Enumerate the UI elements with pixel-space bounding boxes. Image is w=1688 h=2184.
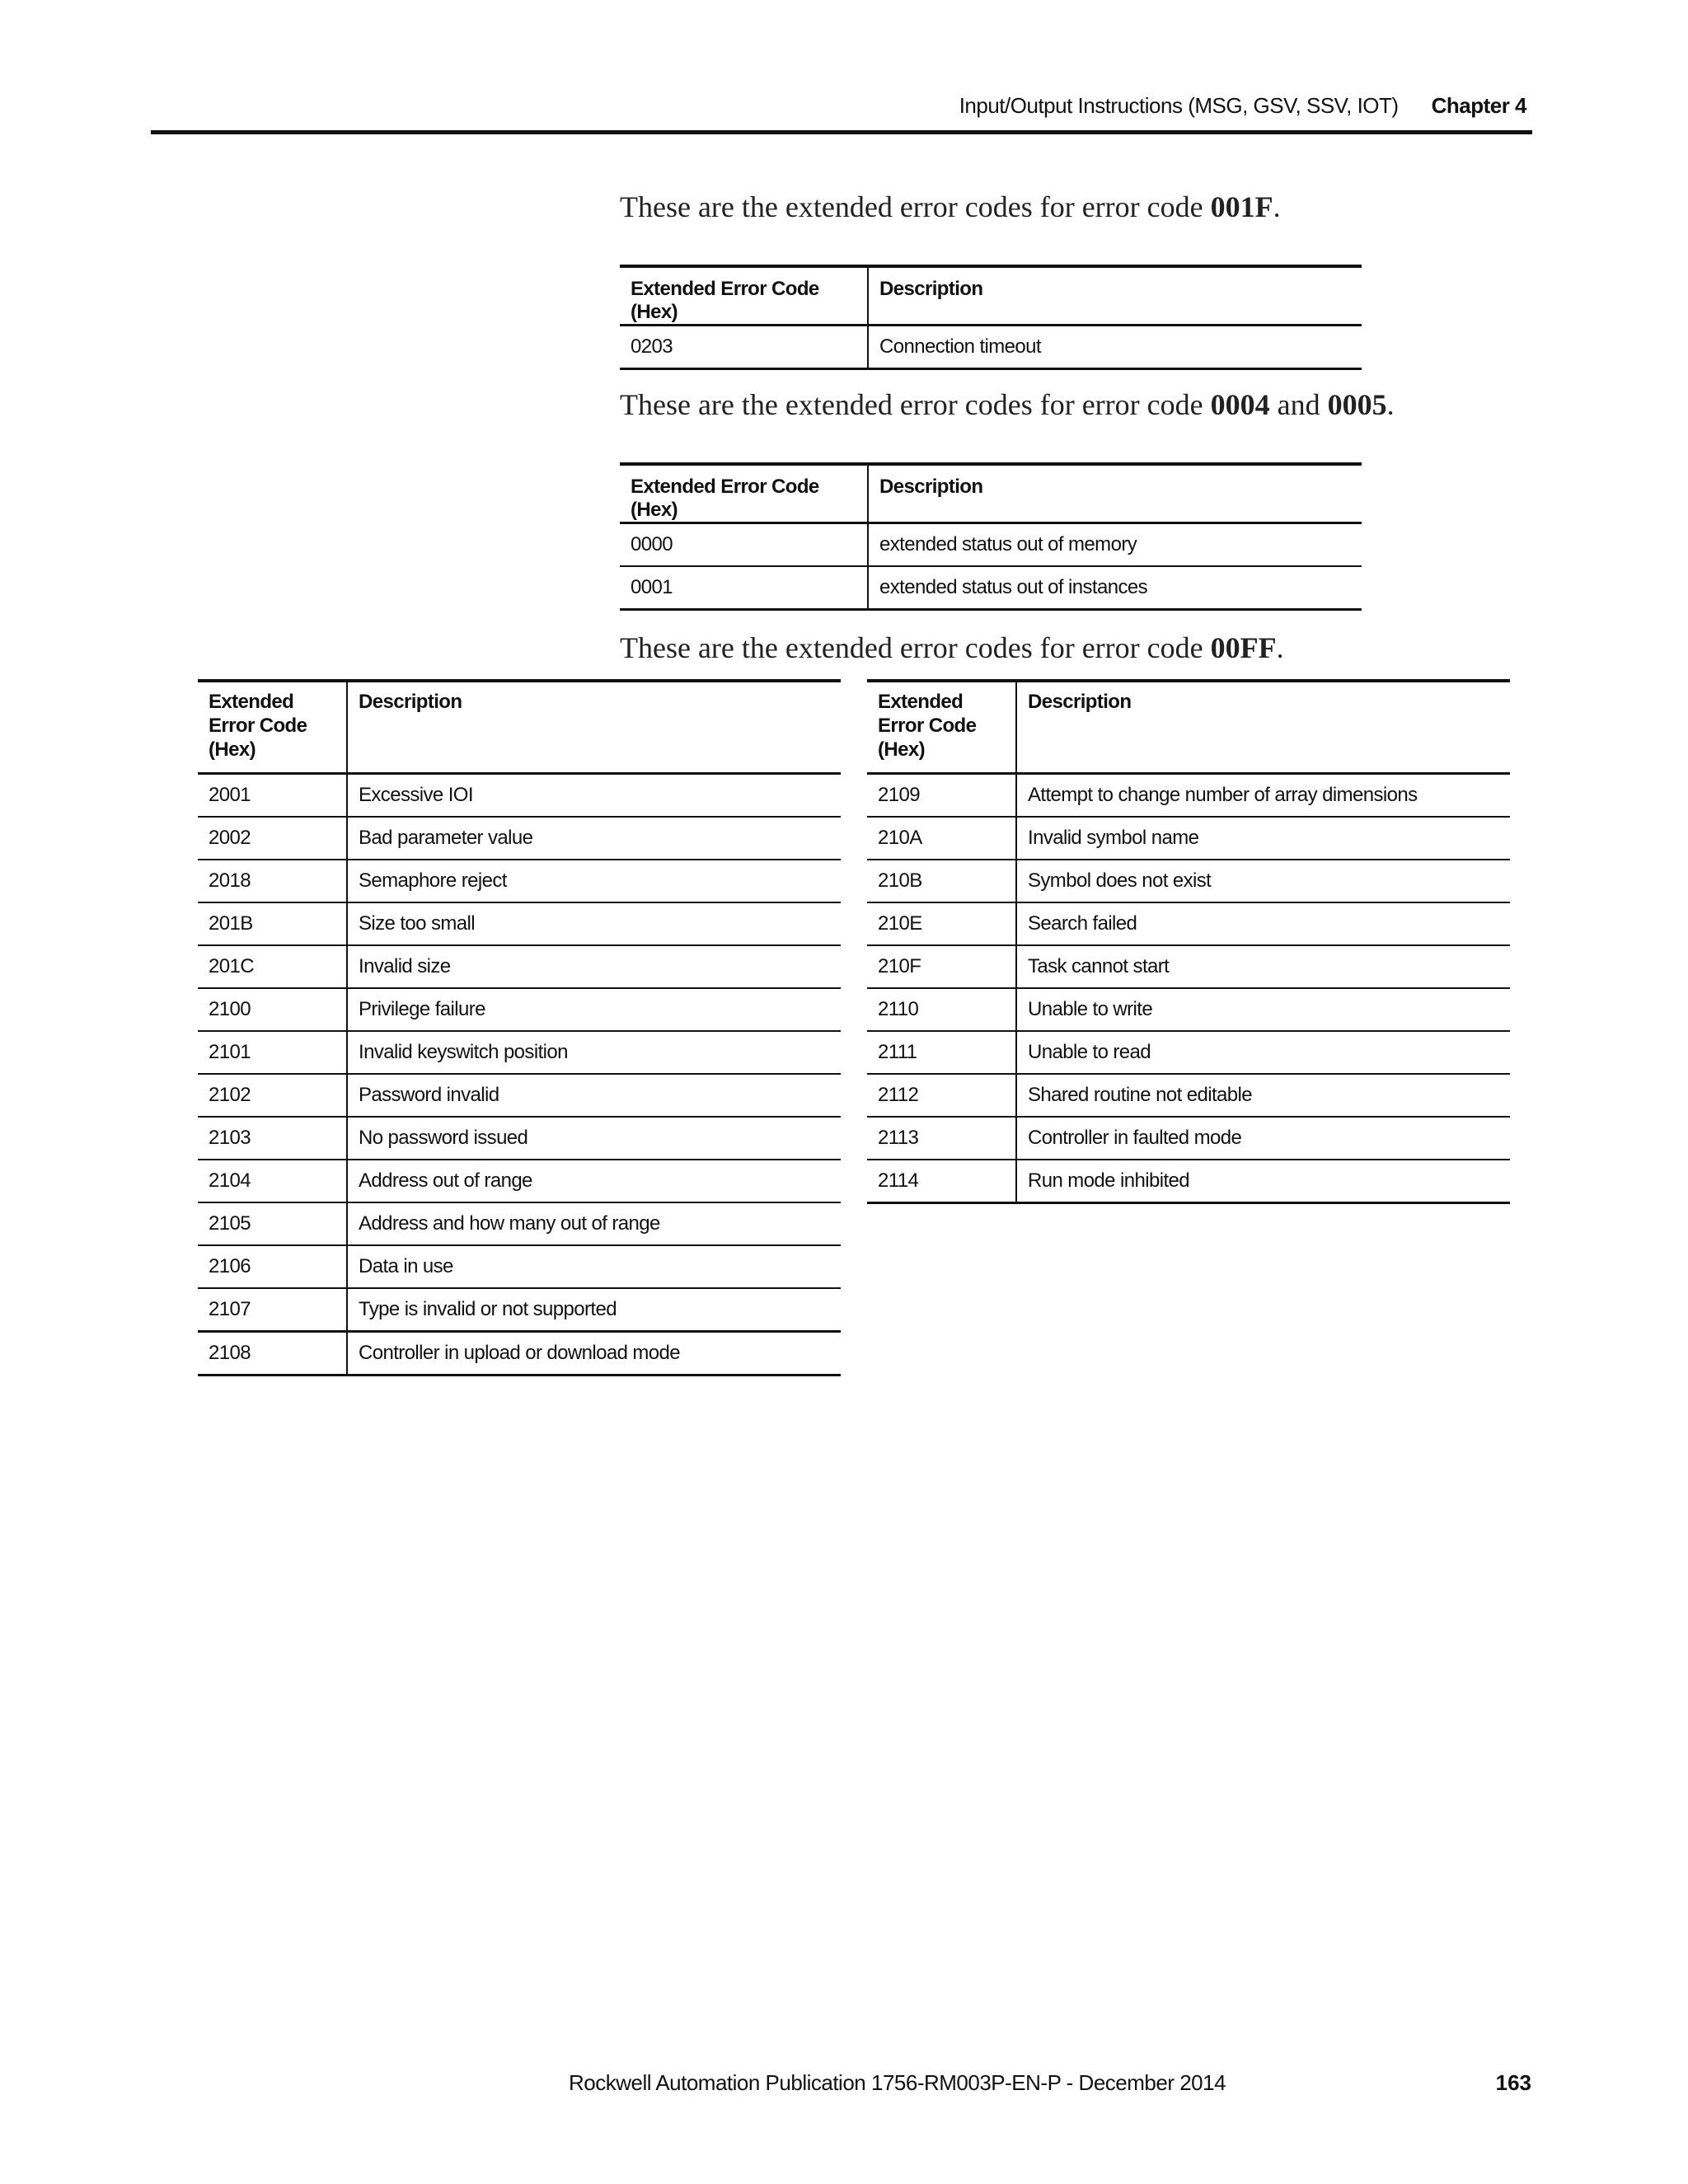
description-cell: Type is invalid or not supported (347, 1288, 841, 1332)
table-00FF-right (867, 679, 1510, 1204)
error-code-cell: 210E (867, 902, 1016, 945)
table-row (198, 1031, 841, 1074)
intro-text: These are the extended error codes for error code (620, 631, 1211, 664)
table-row (867, 902, 1510, 945)
table-row (620, 326, 1362, 369)
table-row (198, 1288, 841, 1332)
table-row (620, 523, 1362, 567)
error-code-cell: 2002 (198, 817, 347, 860)
description-cell: Address out of range (347, 1160, 841, 1202)
error-code-cell: 2111 (867, 1031, 1016, 1074)
intro-00FF (620, 630, 1284, 665)
description-cell: Attempt to change number of array dimensions (1016, 774, 1510, 818)
error-code-cell: 0203 (620, 326, 868, 369)
intro-punctuation: . (1276, 631, 1284, 664)
table-row (198, 988, 841, 1031)
error-code-cell: 210F (867, 945, 1016, 988)
description-cell: Controller in faulted mode (1016, 1117, 1510, 1160)
description-cell: Controller in upload or download mode (347, 1332, 841, 1376)
column-header: Description (868, 464, 1362, 523)
column-header: Description (1016, 681, 1510, 774)
error-code-cell: 0001 (620, 566, 868, 610)
column-header: Extended Error Code (Hex) (620, 266, 868, 326)
error-code-cell: 2112 (867, 1074, 1016, 1117)
intro-text: These are the extended error codes for error code (620, 190, 1211, 223)
table-row (198, 774, 841, 818)
error-code-cell: 2106 (198, 1245, 347, 1288)
description-cell: Invalid keyswitch position (347, 1031, 841, 1074)
table-row (198, 817, 841, 860)
description-cell: Task cannot start (1016, 945, 1510, 988)
error-code: 0005 (1327, 388, 1387, 421)
error-code-cell: 2104 (198, 1160, 347, 1202)
error-code: 0004 (1210, 388, 1270, 421)
table-row (198, 1245, 841, 1288)
table-row (198, 1202, 841, 1245)
error-code-cell: 210B (867, 860, 1016, 902)
table-row (198, 1160, 841, 1202)
running-header (882, 93, 1526, 119)
intro-001F (620, 190, 1281, 224)
chapter-label: Chapter 4 (1431, 93, 1526, 118)
intro-punctuation: . (1386, 388, 1395, 421)
table-row (867, 817, 1510, 860)
error-code-cell: 210A (867, 817, 1016, 860)
description-cell: Unable to read (1016, 1031, 1510, 1074)
intro-punctuation: . (1273, 190, 1281, 223)
table-row (198, 945, 841, 988)
error-code-cell: 0000 (620, 523, 868, 567)
description-cell: extended status out of instances (868, 566, 1362, 610)
table-row (867, 945, 1510, 988)
error-code-cell: 2100 (198, 988, 347, 1031)
intro-0004-0005 (620, 387, 1395, 422)
error-code-cell: 2108 (198, 1332, 347, 1376)
description-cell: No password issued (347, 1117, 841, 1160)
description-cell: Unable to write (1016, 988, 1510, 1031)
column-header: Description (868, 266, 1362, 326)
table-row (198, 1074, 841, 1117)
error-code-cell: 2107 (198, 1288, 347, 1332)
description-cell: Address and how many out of range (347, 1202, 841, 1245)
description-cell: Invalid size (347, 945, 841, 988)
table-row (198, 902, 841, 945)
error-code-cell: 2113 (867, 1117, 1016, 1160)
error-code-cell: 2103 (198, 1117, 347, 1160)
error-code-cell: 2114 (867, 1160, 1016, 1203)
table-row (867, 774, 1510, 818)
error-code-cell: 2110 (867, 988, 1016, 1031)
table-row (620, 566, 1362, 610)
header-rule (151, 130, 1532, 134)
table-row (198, 1332, 841, 1376)
description-cell: Size too small (347, 902, 841, 945)
publication-footer: Rockwell Automation Publication 1756-RM003P-EN-P - December 2014 (569, 2070, 1226, 2095)
description-cell: Bad parameter value (347, 817, 841, 860)
description-cell: Excessive IOI (347, 774, 841, 818)
section-title: Input/Output Instructions (MSG, GSV, SSV, IOT) (959, 93, 1399, 118)
description-cell: Invalid symbol name (1016, 817, 1510, 860)
error-code-cell: 2109 (867, 774, 1016, 818)
error-code-cell: 201B (198, 902, 347, 945)
table-row (867, 1117, 1510, 1160)
description-cell: Privilege failure (347, 988, 841, 1031)
error-code-cell: 2101 (198, 1031, 347, 1074)
table-0004-0005 (620, 462, 1362, 611)
error-code-cell: 2102 (198, 1074, 347, 1117)
column-header: Extended Error Code (Hex) (867, 681, 1016, 774)
table-001F (620, 265, 1362, 370)
column-header: Extended Error Code (Hex) (198, 681, 347, 774)
table-row (867, 860, 1510, 902)
intro-text: These are the extended error codes for error code (620, 388, 1211, 421)
description-cell: Semaphore reject (347, 860, 841, 902)
error-code-cell: 2105 (198, 1202, 347, 1245)
page-number: 163 (1495, 2070, 1531, 2095)
error-code: 00FF (1210, 631, 1277, 664)
description-cell: Password invalid (347, 1074, 841, 1117)
table-00FF-left (198, 679, 841, 1376)
table-row (198, 860, 841, 902)
table-row (867, 1074, 1510, 1117)
error-code: 001F (1210, 190, 1273, 223)
error-code-cell: 2001 (198, 774, 347, 818)
description-cell: Connection timeout (868, 326, 1362, 369)
error-code-cell: 201C (198, 945, 347, 988)
description-cell: Data in use (347, 1245, 841, 1288)
description-cell: extended status out of memory (868, 523, 1362, 567)
intro-text: and (1269, 388, 1328, 421)
description-cell: Search failed (1016, 902, 1510, 945)
table-row (867, 1031, 1510, 1074)
column-header: Extended Error Code (Hex) (620, 464, 868, 523)
description-cell: Run mode inhibited (1016, 1160, 1510, 1203)
error-code-cell: 2018 (198, 860, 347, 902)
table-row (867, 1160, 1510, 1203)
description-cell: Shared routine not editable (1016, 1074, 1510, 1117)
column-header: Description (347, 681, 841, 774)
table-row (198, 1117, 841, 1160)
table-row (867, 988, 1510, 1031)
description-cell: Symbol does not exist (1016, 860, 1510, 902)
